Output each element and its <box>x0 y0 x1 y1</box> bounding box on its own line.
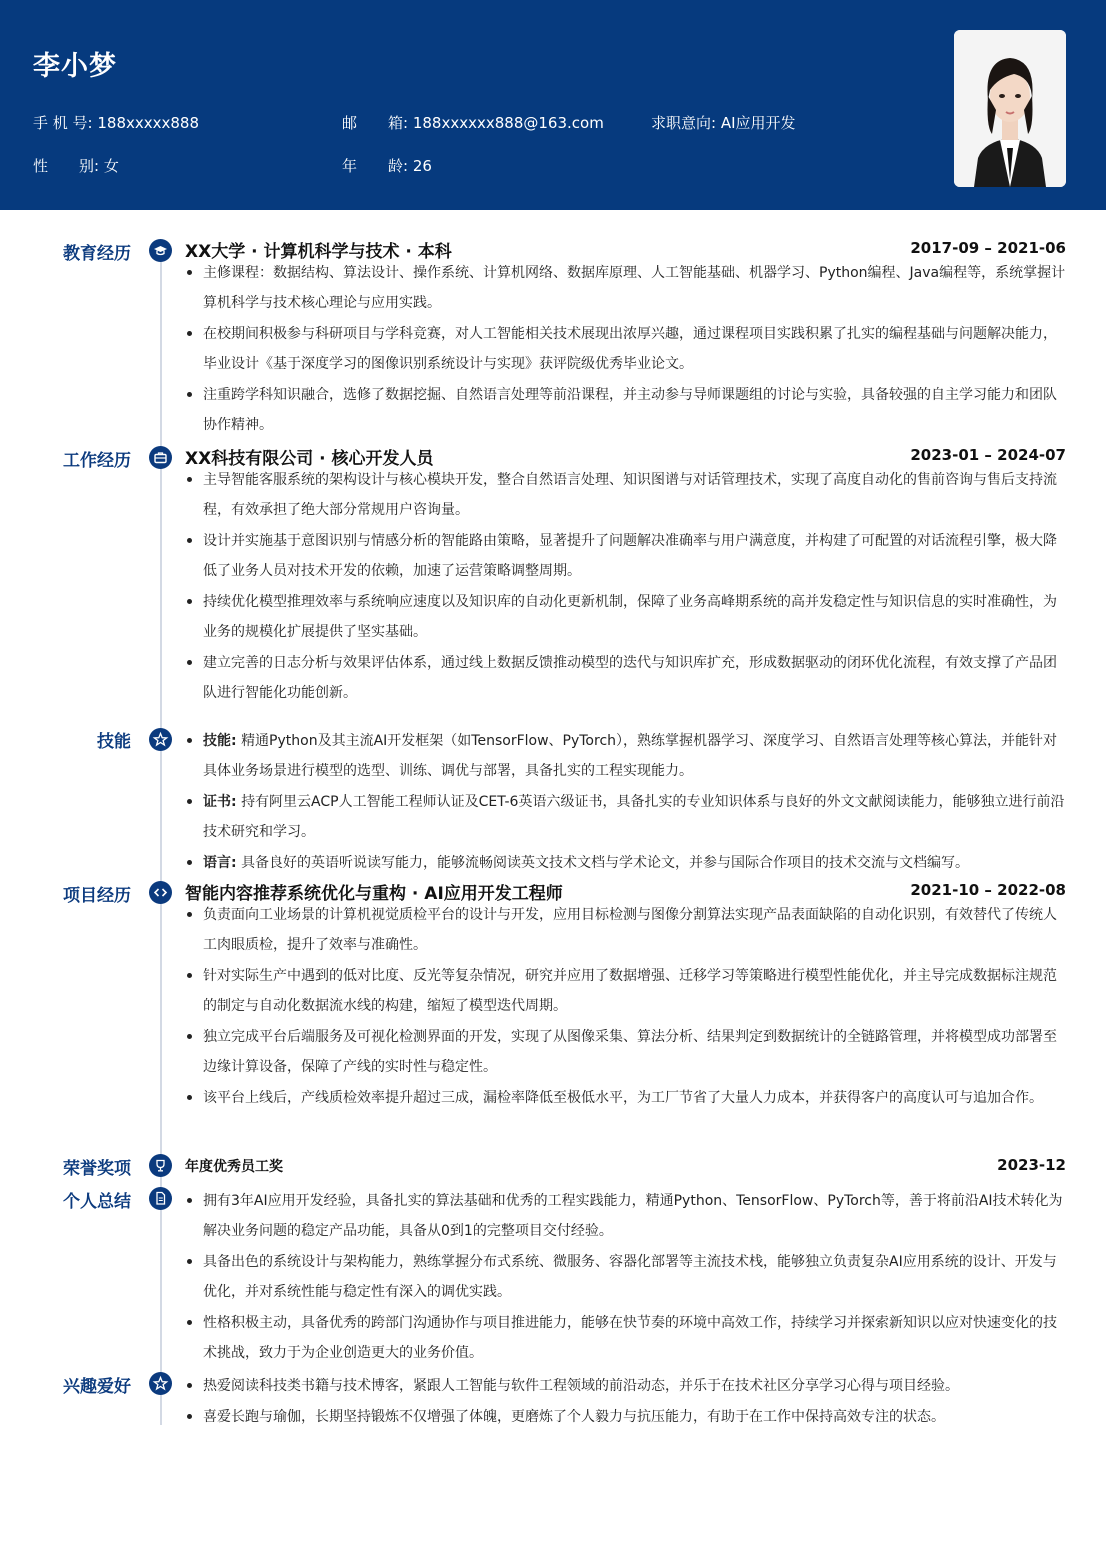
list-item <box>185 848 1066 878</box>
gender-value: 女 <box>103 157 119 175</box>
hobbies-title: 兴趣爱好 <box>63 1377 131 1397</box>
work-date: 2023-01 – 2024-07 <box>910 446 1066 464</box>
star-icon <box>149 1372 172 1395</box>
list-item: 热爱阅读科技类书籍与技术博客，紧跟人工智能与软件工程领域的前沿动态，并乐于在技术社区分享学习心得与项目经验。 <box>185 1371 1066 1401</box>
award-date: 2023-12 <box>997 1156 1066 1174</box>
list-item: 拥有3年AI应用开发经验，具备扎实的算法基础和优秀的工程实践能力，精通Python、TensorFlow、PyTorch等，善于将前沿AI技术转化为解决业务问题的稳定产品功能，具备从0到1的完整项目交付经验。 <box>185 1186 1066 1246</box>
email-label-1: 邮 <box>342 114 358 132</box>
education-school: XX大学 · 计算机科学与技术 · 本科 <box>185 242 452 262</box>
skill-label: 证书: <box>203 794 237 810</box>
gender-field <box>33 155 119 176</box>
gender-label-2: 别: <box>79 157 100 175</box>
award-name: 年度优秀员工奖 <box>185 1159 283 1175</box>
list-item: 主导智能客服系统的架构设计与核心模块开发，整合自然语言处理、知识图谱与对话管理技术，实现了高度自动化的售前咨询与售后支持流程，有效承担了绝大部分常规用户咨询量。 <box>185 465 1066 525</box>
skill-label: 语言: <box>203 855 237 871</box>
list-item: 负责面向工业场景的计算机视觉质检平台的设计与开发，应用目标检测与图像分割算法实现产品表面缺陷的自动化识别，有效替代了传统人工肉眼质检，提升了效率与准确性。 <box>185 900 1066 960</box>
gender-label-1: 性 <box>33 157 49 175</box>
timeline-line <box>160 240 162 1425</box>
education-date: 2017-09 – 2021-06 <box>910 239 1066 257</box>
project-list <box>185 900 1066 1114</box>
briefcase-icon <box>149 446 172 469</box>
skills-list <box>185 726 1066 879</box>
project-name: 智能内容推荐系统优化与重构 · AI应用开发工程师 <box>185 884 563 904</box>
age-label-1: 年 <box>342 157 358 175</box>
list-item: 建立完善的日志分析与效果评估体系，通过线上数据反馈推动模型的迭代与知识库扩充，形成数据驱动的闭环优化流程，有效支撑了产品团队进行智能化功能创新。 <box>185 648 1066 708</box>
list-item: 具备出色的系统设计与架构能力，熟练掌握分布式系统、微服务、容器化部署等主流技术栈，能够独立负责复杂AI应用系统的设计、开发与优化，并对系统性能与稳定性有深入的调优实践。 <box>185 1247 1066 1307</box>
hobbies-list <box>185 1371 1066 1433</box>
skill-label: 技能: <box>203 733 237 749</box>
age-field <box>342 155 432 176</box>
list-item <box>185 787 1066 847</box>
list-item: 主修课程：数据结构、算法设计、操作系统、计算机网络、数据库原理、人工智能基础、机器学习、Python编程、Java编程等，系统掌握计算机科学与技术核心理论与应用实践。 <box>185 258 1066 318</box>
project-date: 2021-10 – 2022-08 <box>910 881 1066 899</box>
skill-text: 持有阿里云ACP人工智能工程师认证及CET-6英语六级证书，具备扎实的专业知识体系与良好的外文文献阅读能力，能够独立进行前沿技术研究和学习。 <box>203 794 1065 840</box>
skill-text: 具备良好的英语听说读写能力，能够流畅阅读英文技术文档与学术论文，并参与国际合作项目的技术交流与文档编写。 <box>241 855 970 871</box>
intent-field <box>651 112 796 133</box>
list-item: 注重跨学科知识融合，选修了数据挖掘、自然语言处理等前沿课程，并主动参与导师课题组的讨论与实验，具备较强的自主学习能力和团队协作精神。 <box>185 380 1066 440</box>
list-item: 性格积极主动，具备优秀的跨部门沟通协作与项目推进能力，能够在快节奏的环境中高效工作，持续学习并探索新知识以应对快速变化的技术挑战，致力于为企业创造更大的业务价值。 <box>185 1308 1066 1368</box>
education-list <box>185 258 1066 441</box>
list-item <box>185 726 1066 786</box>
list-item: 独立完成平台后端服务及可视化检测界面的开发，实现了从图像采集、算法分析、结果判定到数据统计的全链路管理，并将模型成功部署至边缘计算设备，保障了产线的实时性与稳定性。 <box>185 1022 1066 1082</box>
age-value: 26 <box>412 157 432 175</box>
graduation-cap-icon <box>149 239 172 262</box>
profile-photo <box>954 30 1066 187</box>
email-value: 188xxxxxx888@163.com <box>412 114 604 132</box>
phone-field <box>33 112 199 133</box>
work-company: XX科技有限公司 · 核心开发人员 <box>185 449 434 469</box>
intent-value: AI应用开发 <box>720 114 796 132</box>
age-label-2: 龄: <box>388 157 409 175</box>
education-title: 教育经历 <box>63 244 131 264</box>
skills-title: 技能 <box>97 732 131 752</box>
star-icon <box>149 728 172 751</box>
trophy-icon <box>149 1154 172 1177</box>
code-icon <box>149 881 172 904</box>
email-field <box>342 112 604 133</box>
document-icon <box>149 1187 172 1210</box>
phone-label: 手 机 号: <box>33 114 93 132</box>
list-item: 喜爱长跑与瑜伽，长期坚持锻炼不仅增强了体魄，更磨炼了个人毅力与抗压能力，有助于在工作中保持高效专注的状态。 <box>185 1402 1066 1432</box>
awards-title: 荣誉奖项 <box>63 1159 131 1179</box>
resume-header <box>0 0 1106 210</box>
work-list <box>185 465 1066 709</box>
list-item: 持续优化模型推理效率与系统响应速度以及知识库的自动化更新机制，保障了业务高峰期系统的高并发稳定性与知识信息的实时准确性，为业务的规模化扩展提供了坚实基础。 <box>185 587 1066 647</box>
list-item: 设计并实施基于意图识别与情感分析的智能路由策略，显著提升了问题解决准确率与用户满意度，并构建了可配置的对话流程引擎，极大降低了业务人员对技术开发的依赖，加速了运营策略调整周期。 <box>185 526 1066 586</box>
skill-text: 精通Python及其主流AI开发框架（如TensorFlow、PyTorch），熟练掌握机器学习、深度学习、自然语言处理等核心算法，并能针对具体业务场景进行模型的选型、训练、调优与部署，具备扎实的工程实现能力。 <box>203 733 1058 779</box>
summary-list <box>185 1186 1066 1369</box>
candidate-name: 李小梦 <box>33 51 117 82</box>
list-item: 在校期间积极参与科研项目与学科竞赛，对人工智能相关技术展现出浓厚兴趣，通过课程项目实践积累了扎实的编程基础与问题解决能力，毕业设计《基于深度学习的图像识别系统设计与实现》获评院级优秀毕业论文。 <box>185 319 1066 379</box>
summary-title: 个人总结 <box>63 1192 131 1212</box>
list-item: 该平台上线后，产线质检效率提升超过三成，漏检率降低至极低水平，为工厂节省了大量人力成本，并获得客户的高度认可与追加合作。 <box>185 1083 1066 1113</box>
intent-label: 求职意向: <box>651 114 717 132</box>
list-item: 针对实际生产中遇到的低对比度、反光等复杂情况，研究并应用了数据增强、迁移学习等策略进行模型性能优化，并主导完成数据标注规范的制定与自动化数据流水线的构建，缩短了模型迭代周期。 <box>185 961 1066 1021</box>
email-label-2: 箱: <box>388 114 409 132</box>
phone-value: 188xxxxx888 <box>97 114 200 132</box>
award-header <box>185 1156 1066 1176</box>
work-title: 工作经历 <box>63 451 131 471</box>
project-title: 项目经历 <box>63 886 131 906</box>
